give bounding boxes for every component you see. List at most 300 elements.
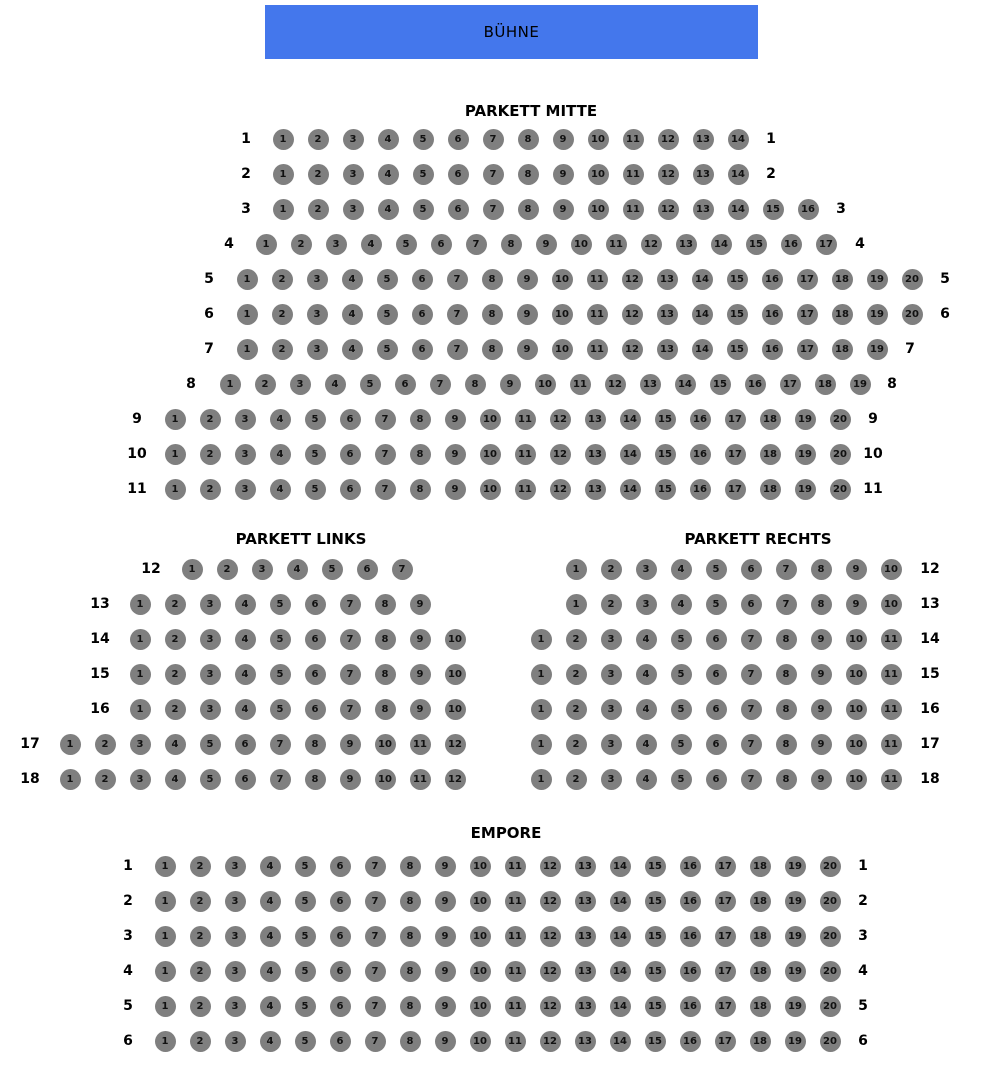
seat-parkett-mitte-row8-9[interactable]: 9 xyxy=(500,374,521,395)
seat-parkett-links-row17-8[interactable]: 8 xyxy=(305,734,326,755)
seat-parkett-mitte-row3-11[interactable]: 11 xyxy=(623,199,644,220)
seat-empore-row3-8[interactable]: 8 xyxy=(400,926,421,947)
seat-parkett-mitte-row8-16[interactable]: 16 xyxy=(745,374,766,395)
seat-parkett-links-row18-10[interactable]: 10 xyxy=(375,769,396,790)
seat-parkett-links-row15-8[interactable]: 8 xyxy=(375,664,396,685)
seat-parkett-rechts-row12-8[interactable]: 8 xyxy=(811,559,832,580)
seat-parkett-mitte-row10-15[interactable]: 15 xyxy=(655,444,676,465)
seat-parkett-mitte-row9-15[interactable]: 15 xyxy=(655,409,676,430)
seat-parkett-mitte-row4-13[interactable]: 13 xyxy=(676,234,697,255)
seat-parkett-links-row13-1[interactable]: 1 xyxy=(130,594,151,615)
seat-parkett-rechts-row15-5[interactable]: 5 xyxy=(671,664,692,685)
seat-parkett-mitte-row7-18[interactable]: 18 xyxy=(832,339,853,360)
seat-parkett-links-row15-3[interactable]: 3 xyxy=(200,664,221,685)
seat-parkett-links-row15-10[interactable]: 10 xyxy=(445,664,466,685)
seat-parkett-links-row16-10[interactable]: 10 xyxy=(445,699,466,720)
seat-parkett-mitte-row6-17[interactable]: 17 xyxy=(797,304,818,325)
seat-parkett-mitte-row8-4[interactable]: 4 xyxy=(325,374,346,395)
seat-parkett-links-row14-7[interactable]: 7 xyxy=(340,629,361,650)
seat-empore-row5-18[interactable]: 18 xyxy=(750,996,771,1017)
seat-parkett-rechts-row16-4[interactable]: 4 xyxy=(636,699,657,720)
seat-empore-row3-17[interactable]: 17 xyxy=(715,926,736,947)
seat-parkett-rechts-row17-1[interactable]: 1 xyxy=(531,734,552,755)
seat-parkett-links-row17-7[interactable]: 7 xyxy=(270,734,291,755)
seat-parkett-mitte-row5-4[interactable]: 4 xyxy=(342,269,363,290)
seat-empore-row1-1[interactable]: 1 xyxy=(155,856,176,877)
seat-parkett-rechts-row12-9[interactable]: 9 xyxy=(846,559,867,580)
seat-parkett-mitte-row6-6[interactable]: 6 xyxy=(412,304,433,325)
seat-empore-row2-5[interactable]: 5 xyxy=(295,891,316,912)
seat-empore-row5-15[interactable]: 15 xyxy=(645,996,666,1017)
seat-empore-row6-5[interactable]: 5 xyxy=(295,1031,316,1052)
seat-empore-row5-19[interactable]: 19 xyxy=(785,996,806,1017)
seat-empore-row6-4[interactable]: 4 xyxy=(260,1031,281,1052)
seat-parkett-links-row18-8[interactable]: 8 xyxy=(305,769,326,790)
seat-parkett-mitte-row1-9[interactable]: 9 xyxy=(553,129,574,150)
seat-empore-row2-7[interactable]: 7 xyxy=(365,891,386,912)
seat-parkett-mitte-row10-20[interactable]: 20 xyxy=(830,444,851,465)
seat-parkett-mitte-row11-1[interactable]: 1 xyxy=(165,479,186,500)
seat-parkett-mitte-row3-13[interactable]: 13 xyxy=(693,199,714,220)
seat-parkett-mitte-row8-8[interactable]: 8 xyxy=(465,374,486,395)
seat-parkett-mitte-row9-19[interactable]: 19 xyxy=(795,409,816,430)
seat-empore-row1-10[interactable]: 10 xyxy=(470,856,491,877)
seat-parkett-mitte-row9-1[interactable]: 1 xyxy=(165,409,186,430)
seat-parkett-links-row18-6[interactable]: 6 xyxy=(235,769,256,790)
seat-empore-row3-6[interactable]: 6 xyxy=(330,926,351,947)
seat-parkett-rechts-row16-5[interactable]: 5 xyxy=(671,699,692,720)
seat-parkett-rechts-row13-5[interactable]: 5 xyxy=(706,594,727,615)
seat-parkett-mitte-row3-9[interactable]: 9 xyxy=(553,199,574,220)
seat-empore-row1-11[interactable]: 11 xyxy=(505,856,526,877)
seat-parkett-mitte-row10-19[interactable]: 19 xyxy=(795,444,816,465)
seat-parkett-links-row17-4[interactable]: 4 xyxy=(165,734,186,755)
seat-empore-row6-8[interactable]: 8 xyxy=(400,1031,421,1052)
seat-parkett-rechts-row15-3[interactable]: 3 xyxy=(601,664,622,685)
seat-parkett-mitte-row8-2[interactable]: 2 xyxy=(255,374,276,395)
seat-parkett-mitte-row3-6[interactable]: 6 xyxy=(448,199,469,220)
seat-empore-row5-12[interactable]: 12 xyxy=(540,996,561,1017)
seat-parkett-mitte-row3-15[interactable]: 15 xyxy=(763,199,784,220)
seat-empore-row6-17[interactable]: 17 xyxy=(715,1031,736,1052)
seat-parkett-rechts-row17-5[interactable]: 5 xyxy=(671,734,692,755)
seat-parkett-mitte-row7-7[interactable]: 7 xyxy=(447,339,468,360)
seat-parkett-mitte-row1-4[interactable]: 4 xyxy=(378,129,399,150)
seat-empore-row5-4[interactable]: 4 xyxy=(260,996,281,1017)
seat-empore-row2-3[interactable]: 3 xyxy=(225,891,246,912)
seat-parkett-mitte-row2-2[interactable]: 2 xyxy=(308,164,329,185)
seat-empore-row6-10[interactable]: 10 xyxy=(470,1031,491,1052)
seat-parkett-mitte-row5-6[interactable]: 6 xyxy=(412,269,433,290)
seat-parkett-mitte-row6-16[interactable]: 16 xyxy=(762,304,783,325)
seat-parkett-rechts-row14-2[interactable]: 2 xyxy=(566,629,587,650)
seat-parkett-mitte-row5-13[interactable]: 13 xyxy=(657,269,678,290)
seat-parkett-mitte-row11-9[interactable]: 9 xyxy=(445,479,466,500)
seat-empore-row3-12[interactable]: 12 xyxy=(540,926,561,947)
seat-parkett-mitte-row11-15[interactable]: 15 xyxy=(655,479,676,500)
seat-parkett-mitte-row6-14[interactable]: 14 xyxy=(692,304,713,325)
seat-parkett-mitte-row7-3[interactable]: 3 xyxy=(307,339,328,360)
seat-parkett-mitte-row8-15[interactable]: 15 xyxy=(710,374,731,395)
seat-parkett-rechts-row16-9[interactable]: 9 xyxy=(811,699,832,720)
seat-parkett-links-row14-8[interactable]: 8 xyxy=(375,629,396,650)
seat-empore-row6-6[interactable]: 6 xyxy=(330,1031,351,1052)
seat-parkett-mitte-row6-12[interactable]: 12 xyxy=(622,304,643,325)
seat-empore-row3-14[interactable]: 14 xyxy=(610,926,631,947)
seat-parkett-mitte-row3-16[interactable]: 16 xyxy=(798,199,819,220)
seat-empore-row3-16[interactable]: 16 xyxy=(680,926,701,947)
seat-parkett-mitte-row7-6[interactable]: 6 xyxy=(412,339,433,360)
seat-parkett-mitte-row1-8[interactable]: 8 xyxy=(518,129,539,150)
seat-empore-row3-2[interactable]: 2 xyxy=(190,926,211,947)
seat-parkett-mitte-row6-3[interactable]: 3 xyxy=(307,304,328,325)
seat-empore-row3-4[interactable]: 4 xyxy=(260,926,281,947)
seat-parkett-links-row15-5[interactable]: 5 xyxy=(270,664,291,685)
seat-parkett-rechts-row17-11[interactable]: 11 xyxy=(881,734,902,755)
seat-parkett-links-row18-3[interactable]: 3 xyxy=(130,769,151,790)
seat-empore-row1-4[interactable]: 4 xyxy=(260,856,281,877)
seat-empore-row4-2[interactable]: 2 xyxy=(190,961,211,982)
seat-empore-row4-1[interactable]: 1 xyxy=(155,961,176,982)
seat-parkett-mitte-row10-12[interactable]: 12 xyxy=(550,444,571,465)
seat-parkett-rechts-row15-11[interactable]: 11 xyxy=(881,664,902,685)
seat-parkett-rechts-row15-7[interactable]: 7 xyxy=(741,664,762,685)
seat-empore-row5-11[interactable]: 11 xyxy=(505,996,526,1017)
seat-parkett-mitte-row6-15[interactable]: 15 xyxy=(727,304,748,325)
seat-parkett-rechts-row13-9[interactable]: 9 xyxy=(846,594,867,615)
seat-empore-row3-10[interactable]: 10 xyxy=(470,926,491,947)
seat-parkett-links-row17-12[interactable]: 12 xyxy=(445,734,466,755)
seat-parkett-links-row13-5[interactable]: 5 xyxy=(270,594,291,615)
seat-empore-row1-12[interactable]: 12 xyxy=(540,856,561,877)
seat-parkett-mitte-row5-1[interactable]: 1 xyxy=(237,269,258,290)
seat-empore-row4-6[interactable]: 6 xyxy=(330,961,351,982)
seat-parkett-links-row12-4[interactable]: 4 xyxy=(287,559,308,580)
seat-empore-row6-1[interactable]: 1 xyxy=(155,1031,176,1052)
seat-parkett-rechts-row14-4[interactable]: 4 xyxy=(636,629,657,650)
seat-parkett-mitte-row4-8[interactable]: 8 xyxy=(501,234,522,255)
seat-parkett-mitte-row7-4[interactable]: 4 xyxy=(342,339,363,360)
seat-parkett-rechts-row12-3[interactable]: 3 xyxy=(636,559,657,580)
seat-parkett-rechts-row13-8[interactable]: 8 xyxy=(811,594,832,615)
seat-parkett-mitte-row5-15[interactable]: 15 xyxy=(727,269,748,290)
seat-empore-row6-18[interactable]: 18 xyxy=(750,1031,771,1052)
seat-parkett-rechts-row18-7[interactable]: 7 xyxy=(741,769,762,790)
seat-parkett-links-row13-2[interactable]: 2 xyxy=(165,594,186,615)
seat-parkett-mitte-row2-7[interactable]: 7 xyxy=(483,164,504,185)
seat-empore-row4-16[interactable]: 16 xyxy=(680,961,701,982)
seat-parkett-links-row18-2[interactable]: 2 xyxy=(95,769,116,790)
seat-empore-row1-5[interactable]: 5 xyxy=(295,856,316,877)
seat-parkett-mitte-row6-10[interactable]: 10 xyxy=(552,304,573,325)
seat-empore-row4-15[interactable]: 15 xyxy=(645,961,666,982)
seat-parkett-rechts-row18-6[interactable]: 6 xyxy=(706,769,727,790)
seat-empore-row6-14[interactable]: 14 xyxy=(610,1031,631,1052)
seat-parkett-mitte-row10-11[interactable]: 11 xyxy=(515,444,536,465)
seat-parkett-mitte-row1-7[interactable]: 7 xyxy=(483,129,504,150)
seat-parkett-rechts-row14-6[interactable]: 6 xyxy=(706,629,727,650)
seat-parkett-mitte-row7-11[interactable]: 11 xyxy=(587,339,608,360)
seat-parkett-mitte-row10-2[interactable]: 2 xyxy=(200,444,221,465)
seat-parkett-rechts-row13-6[interactable]: 6 xyxy=(741,594,762,615)
seat-parkett-rechts-row17-9[interactable]: 9 xyxy=(811,734,832,755)
seat-empore-row5-8[interactable]: 8 xyxy=(400,996,421,1017)
seat-empore-row6-20[interactable]: 20 xyxy=(820,1031,841,1052)
seat-parkett-mitte-row11-6[interactable]: 6 xyxy=(340,479,361,500)
seat-parkett-rechts-row16-10[interactable]: 10 xyxy=(846,699,867,720)
seat-parkett-mitte-row8-12[interactable]: 12 xyxy=(605,374,626,395)
seat-parkett-mitte-row11-17[interactable]: 17 xyxy=(725,479,746,500)
seat-parkett-mitte-row7-10[interactable]: 10 xyxy=(552,339,573,360)
seat-parkett-mitte-row9-10[interactable]: 10 xyxy=(480,409,501,430)
seat-parkett-mitte-row11-5[interactable]: 5 xyxy=(305,479,326,500)
seat-parkett-rechts-row13-1[interactable]: 1 xyxy=(566,594,587,615)
seat-parkett-mitte-row5-3[interactable]: 3 xyxy=(307,269,328,290)
seat-parkett-links-row14-2[interactable]: 2 xyxy=(165,629,186,650)
seat-parkett-mitte-row8-13[interactable]: 13 xyxy=(640,374,661,395)
seat-parkett-mitte-row3-7[interactable]: 7 xyxy=(483,199,504,220)
seat-parkett-links-row16-7[interactable]: 7 xyxy=(340,699,361,720)
seat-empore-row4-17[interactable]: 17 xyxy=(715,961,736,982)
seat-parkett-mitte-row1-5[interactable]: 5 xyxy=(413,129,434,150)
seat-parkett-rechts-row16-3[interactable]: 3 xyxy=(601,699,622,720)
seat-parkett-links-row12-3[interactable]: 3 xyxy=(252,559,273,580)
seat-parkett-mitte-row2-8[interactable]: 8 xyxy=(518,164,539,185)
seat-parkett-rechts-row16-2[interactable]: 2 xyxy=(566,699,587,720)
seat-parkett-mitte-row5-8[interactable]: 8 xyxy=(482,269,503,290)
seat-empore-row1-3[interactable]: 3 xyxy=(225,856,246,877)
seat-parkett-mitte-row6-18[interactable]: 18 xyxy=(832,304,853,325)
seat-parkett-rechts-row18-10[interactable]: 10 xyxy=(846,769,867,790)
seat-empore-row4-9[interactable]: 9 xyxy=(435,961,456,982)
seat-parkett-mitte-row8-14[interactable]: 14 xyxy=(675,374,696,395)
seat-parkett-links-row15-7[interactable]: 7 xyxy=(340,664,361,685)
seat-empore-row3-3[interactable]: 3 xyxy=(225,926,246,947)
seat-empore-row1-8[interactable]: 8 xyxy=(400,856,421,877)
seat-parkett-links-row18-5[interactable]: 5 xyxy=(200,769,221,790)
seat-parkett-rechts-row12-5[interactable]: 5 xyxy=(706,559,727,580)
seat-empore-row2-17[interactable]: 17 xyxy=(715,891,736,912)
seat-parkett-mitte-row6-19[interactable]: 19 xyxy=(867,304,888,325)
seat-parkett-mitte-row5-2[interactable]: 2 xyxy=(272,269,293,290)
seat-parkett-rechts-row12-4[interactable]: 4 xyxy=(671,559,692,580)
seat-empore-row4-19[interactable]: 19 xyxy=(785,961,806,982)
seat-parkett-mitte-row6-20[interactable]: 20 xyxy=(902,304,923,325)
seat-empore-row6-11[interactable]: 11 xyxy=(505,1031,526,1052)
seat-parkett-links-row12-5[interactable]: 5 xyxy=(322,559,343,580)
seat-parkett-rechts-row18-2[interactable]: 2 xyxy=(566,769,587,790)
seat-parkett-mitte-row1-6[interactable]: 6 xyxy=(448,129,469,150)
seat-parkett-rechts-row12-2[interactable]: 2 xyxy=(601,559,622,580)
seat-parkett-links-row13-9[interactable]: 9 xyxy=(410,594,431,615)
seat-empore-row6-7[interactable]: 7 xyxy=(365,1031,386,1052)
seat-parkett-mitte-row5-19[interactable]: 19 xyxy=(867,269,888,290)
seat-parkett-mitte-row5-18[interactable]: 18 xyxy=(832,269,853,290)
seat-parkett-mitte-row9-11[interactable]: 11 xyxy=(515,409,536,430)
seat-parkett-rechts-row13-3[interactable]: 3 xyxy=(636,594,657,615)
seat-parkett-mitte-row7-5[interactable]: 5 xyxy=(377,339,398,360)
seat-parkett-links-row14-10[interactable]: 10 xyxy=(445,629,466,650)
seat-parkett-rechts-row18-3[interactable]: 3 xyxy=(601,769,622,790)
seat-parkett-mitte-row7-8[interactable]: 8 xyxy=(482,339,503,360)
seat-parkett-mitte-row7-14[interactable]: 14 xyxy=(692,339,713,360)
seat-parkett-rechts-row15-8[interactable]: 8 xyxy=(776,664,797,685)
seat-parkett-mitte-row10-14[interactable]: 14 xyxy=(620,444,641,465)
seat-parkett-rechts-row13-4[interactable]: 4 xyxy=(671,594,692,615)
seat-parkett-mitte-row11-19[interactable]: 19 xyxy=(795,479,816,500)
seat-parkett-mitte-row10-17[interactable]: 17 xyxy=(725,444,746,465)
seat-empore-row6-13[interactable]: 13 xyxy=(575,1031,596,1052)
seat-parkett-rechts-row13-10[interactable]: 10 xyxy=(881,594,902,615)
seat-parkett-mitte-row10-6[interactable]: 6 xyxy=(340,444,361,465)
seat-parkett-mitte-row1-12[interactable]: 12 xyxy=(658,129,679,150)
seat-parkett-mitte-row10-7[interactable]: 7 xyxy=(375,444,396,465)
seat-empore-row3-9[interactable]: 9 xyxy=(435,926,456,947)
seat-parkett-mitte-row2-13[interactable]: 13 xyxy=(693,164,714,185)
seat-parkett-rechts-row16-6[interactable]: 6 xyxy=(706,699,727,720)
seat-parkett-mitte-row4-9[interactable]: 9 xyxy=(536,234,557,255)
seat-empore-row2-6[interactable]: 6 xyxy=(330,891,351,912)
seat-parkett-mitte-row11-14[interactable]: 14 xyxy=(620,479,641,500)
seat-parkett-mitte-row3-5[interactable]: 5 xyxy=(413,199,434,220)
seat-parkett-rechts-row15-2[interactable]: 2 xyxy=(566,664,587,685)
seat-empore-row2-20[interactable]: 20 xyxy=(820,891,841,912)
seat-empore-row4-5[interactable]: 5 xyxy=(295,961,316,982)
seat-empore-row4-4[interactable]: 4 xyxy=(260,961,281,982)
seat-parkett-mitte-row9-3[interactable]: 3 xyxy=(235,409,256,430)
seat-parkett-mitte-row4-10[interactable]: 10 xyxy=(571,234,592,255)
seat-parkett-links-row17-3[interactable]: 3 xyxy=(130,734,151,755)
seat-parkett-links-row15-9[interactable]: 9 xyxy=(410,664,431,685)
seat-parkett-mitte-row5-20[interactable]: 20 xyxy=(902,269,923,290)
seat-parkett-links-row15-1[interactable]: 1 xyxy=(130,664,151,685)
seat-parkett-mitte-row9-16[interactable]: 16 xyxy=(690,409,711,430)
seat-parkett-links-row14-4[interactable]: 4 xyxy=(235,629,256,650)
seat-empore-row2-8[interactable]: 8 xyxy=(400,891,421,912)
seat-empore-row2-12[interactable]: 12 xyxy=(540,891,561,912)
seat-parkett-rechts-row17-7[interactable]: 7 xyxy=(741,734,762,755)
seat-parkett-rechts-row17-10[interactable]: 10 xyxy=(846,734,867,755)
seat-empore-row4-12[interactable]: 12 xyxy=(540,961,561,982)
seat-empore-row4-20[interactable]: 20 xyxy=(820,961,841,982)
seat-parkett-rechts-row17-6[interactable]: 6 xyxy=(706,734,727,755)
seat-empore-row4-7[interactable]: 7 xyxy=(365,961,386,982)
seat-parkett-rechts-row13-2[interactable]: 2 xyxy=(601,594,622,615)
seat-parkett-mitte-row4-15[interactable]: 15 xyxy=(746,234,767,255)
seat-empore-row1-14[interactable]: 14 xyxy=(610,856,631,877)
seat-empore-row3-1[interactable]: 1 xyxy=(155,926,176,947)
seat-empore-row4-3[interactable]: 3 xyxy=(225,961,246,982)
seat-parkett-mitte-row9-5[interactable]: 5 xyxy=(305,409,326,430)
seat-parkett-mitte-row10-4[interactable]: 4 xyxy=(270,444,291,465)
seat-parkett-rechts-row13-7[interactable]: 7 xyxy=(776,594,797,615)
seat-parkett-links-row13-4[interactable]: 4 xyxy=(235,594,256,615)
seat-parkett-mitte-row2-12[interactable]: 12 xyxy=(658,164,679,185)
seat-parkett-mitte-row11-16[interactable]: 16 xyxy=(690,479,711,500)
seat-empore-row5-3[interactable]: 3 xyxy=(225,996,246,1017)
seat-parkett-mitte-row7-15[interactable]: 15 xyxy=(727,339,748,360)
seat-parkett-mitte-row10-3[interactable]: 3 xyxy=(235,444,256,465)
seat-parkett-mitte-row8-17[interactable]: 17 xyxy=(780,374,801,395)
seat-parkett-mitte-row5-11[interactable]: 11 xyxy=(587,269,608,290)
seat-parkett-links-row17-9[interactable]: 9 xyxy=(340,734,361,755)
seat-empore-row5-5[interactable]: 5 xyxy=(295,996,316,1017)
seat-parkett-mitte-row6-7[interactable]: 7 xyxy=(447,304,468,325)
seat-empore-row3-7[interactable]: 7 xyxy=(365,926,386,947)
seat-parkett-mitte-row3-2[interactable]: 2 xyxy=(308,199,329,220)
seat-parkett-rechts-row12-10[interactable]: 10 xyxy=(881,559,902,580)
seat-empore-row5-20[interactable]: 20 xyxy=(820,996,841,1017)
seat-parkett-mitte-row11-18[interactable]: 18 xyxy=(760,479,781,500)
seat-empore-row2-10[interactable]: 10 xyxy=(470,891,491,912)
seat-parkett-mitte-row11-13[interactable]: 13 xyxy=(585,479,606,500)
seat-empore-row3-13[interactable]: 13 xyxy=(575,926,596,947)
seat-parkett-rechts-row17-2[interactable]: 2 xyxy=(566,734,587,755)
seat-parkett-rechts-row14-7[interactable]: 7 xyxy=(741,629,762,650)
seat-empore-row2-14[interactable]: 14 xyxy=(610,891,631,912)
seat-empore-row2-18[interactable]: 18 xyxy=(750,891,771,912)
seat-parkett-mitte-row9-12[interactable]: 12 xyxy=(550,409,571,430)
seat-parkett-mitte-row11-11[interactable]: 11 xyxy=(515,479,536,500)
seat-parkett-mitte-row8-6[interactable]: 6 xyxy=(395,374,416,395)
seat-parkett-mitte-row11-10[interactable]: 10 xyxy=(480,479,501,500)
seat-parkett-mitte-row2-11[interactable]: 11 xyxy=(623,164,644,185)
seat-empore-row5-7[interactable]: 7 xyxy=(365,996,386,1017)
seat-parkett-mitte-row7-2[interactable]: 2 xyxy=(272,339,293,360)
seat-parkett-mitte-row7-17[interactable]: 17 xyxy=(797,339,818,360)
seat-parkett-mitte-row5-7[interactable]: 7 xyxy=(447,269,468,290)
seat-empore-row4-11[interactable]: 11 xyxy=(505,961,526,982)
seat-parkett-rechts-row18-11[interactable]: 11 xyxy=(881,769,902,790)
seat-parkett-links-row14-5[interactable]: 5 xyxy=(270,629,291,650)
seat-parkett-mitte-row4-12[interactable]: 12 xyxy=(641,234,662,255)
seat-empore-row3-18[interactable]: 18 xyxy=(750,926,771,947)
seat-parkett-rechts-row18-8[interactable]: 8 xyxy=(776,769,797,790)
seat-parkett-rechts-row18-5[interactable]: 5 xyxy=(671,769,692,790)
seat-parkett-mitte-row11-8[interactable]: 8 xyxy=(410,479,431,500)
seat-parkett-mitte-row9-13[interactable]: 13 xyxy=(585,409,606,430)
seat-empore-row1-13[interactable]: 13 xyxy=(575,856,596,877)
seat-parkett-mitte-row6-1[interactable]: 1 xyxy=(237,304,258,325)
seat-parkett-mitte-row7-1[interactable]: 1 xyxy=(237,339,258,360)
seat-parkett-mitte-row6-8[interactable]: 8 xyxy=(482,304,503,325)
seat-parkett-links-row12-6[interactable]: 6 xyxy=(357,559,378,580)
seat-parkett-mitte-row9-14[interactable]: 14 xyxy=(620,409,641,430)
seat-parkett-mitte-row2-10[interactable]: 10 xyxy=(588,164,609,185)
seat-parkett-links-row14-6[interactable]: 6 xyxy=(305,629,326,650)
seat-parkett-mitte-row1-11[interactable]: 11 xyxy=(623,129,644,150)
seat-empore-row6-2[interactable]: 2 xyxy=(190,1031,211,1052)
seat-parkett-rechts-row12-6[interactable]: 6 xyxy=(741,559,762,580)
seat-parkett-links-row18-12[interactable]: 12 xyxy=(445,769,466,790)
seat-parkett-rechts-row14-8[interactable]: 8 xyxy=(776,629,797,650)
seat-parkett-rechts-row14-3[interactable]: 3 xyxy=(601,629,622,650)
seat-parkett-links-row18-11[interactable]: 11 xyxy=(410,769,431,790)
seat-empore-row5-13[interactable]: 13 xyxy=(575,996,596,1017)
seat-parkett-links-row16-6[interactable]: 6 xyxy=(305,699,326,720)
seat-parkett-mitte-row2-3[interactable]: 3 xyxy=(343,164,364,185)
seat-empore-row3-5[interactable]: 5 xyxy=(295,926,316,947)
seat-parkett-mitte-row4-14[interactable]: 14 xyxy=(711,234,732,255)
seat-parkett-mitte-row1-10[interactable]: 10 xyxy=(588,129,609,150)
seat-parkett-mitte-row9-2[interactable]: 2 xyxy=(200,409,221,430)
seat-parkett-mitte-row1-3[interactable]: 3 xyxy=(343,129,364,150)
seat-parkett-rechts-row14-1[interactable]: 1 xyxy=(531,629,552,650)
seat-parkett-mitte-row7-16[interactable]: 16 xyxy=(762,339,783,360)
seat-empore-row3-15[interactable]: 15 xyxy=(645,926,666,947)
seat-parkett-links-row14-9[interactable]: 9 xyxy=(410,629,431,650)
seat-empore-row2-11[interactable]: 11 xyxy=(505,891,526,912)
